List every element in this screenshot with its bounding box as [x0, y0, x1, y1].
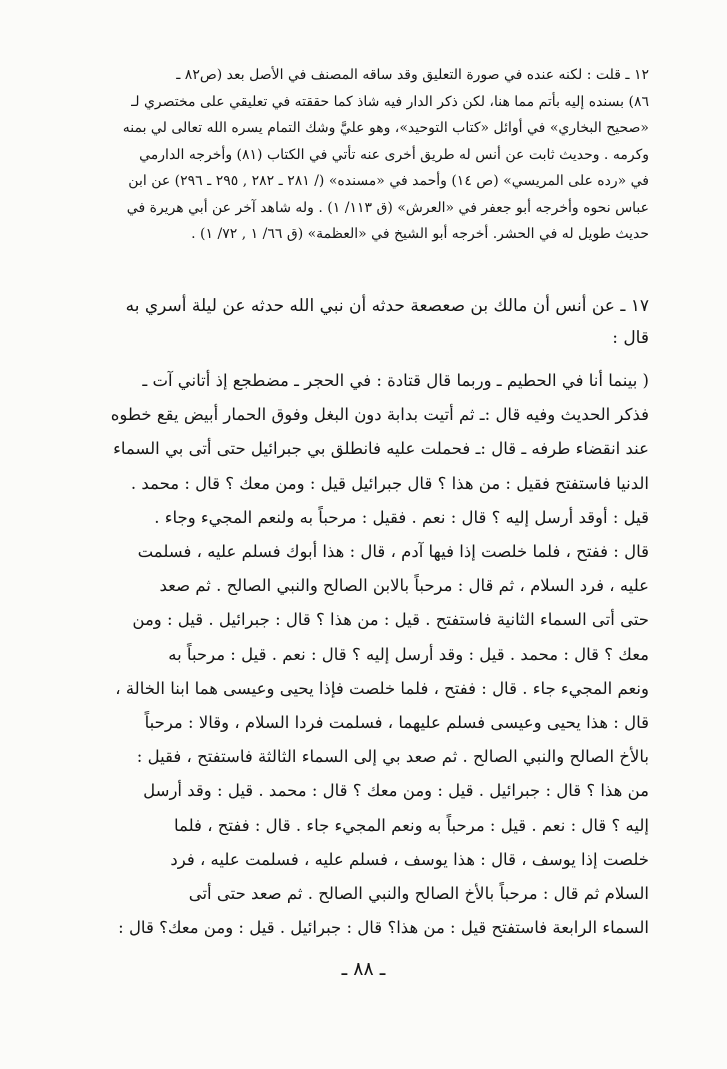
text-line: خلصت إذا يوسف ، قال : هذا يوسف ، فسلم عليه ، فسلمت عليه ، فرد	[170, 849, 649, 869]
footnote-line: وكرمه . وحديث ثابت عن أنس له طريق أخرى عنه تأتي في الكتاب (٨١) وأخرجه الدارمي	[139, 146, 649, 163]
footnote-line: ١٢ ـ قلت : لكنه عنده في صورة التعليق وقد ساقه المصنف في الأصل بعد (ص٨٢ ـ	[176, 67, 649, 83]
heading-line: ١٧ ـ عن أنس أن مالك بن صعصعة حدثه أن نبي الله حدثه عن ليلة أسري به	[125, 296, 649, 316]
text-line: حتى أتى السماء الثانية فاستفتح . قيل : من هذا ؟ قال : جبرائيل . قيل : ومن	[132, 610, 649, 630]
text-line: قيل : أوقد أرسل إليه ؟ قال : نعم . فقيل : مرحباً به ولنعم المجيء وجاء .	[154, 507, 649, 527]
heading-line: قال :	[612, 328, 649, 348]
footnote-line: حديث طويل له في الحشر. أخرجه أبو الشيخ في «العظمة» (ق ٦٦/ ١ , ٧٢/ ١) .	[191, 226, 649, 242]
text-line: السماء الرابعة فاستفتح قيل : من هذا؟ قال : جبرائيل . قيل : ومن معك؟ قال :	[118, 918, 649, 938]
footnote-block	[78, 62, 649, 248]
page-number: ـ ٨٨ ـ	[341, 958, 386, 980]
hadith-heading	[78, 290, 649, 354]
text-line: فذكر الحديث وفيه قال :ـ ثم أتيت بدابة دون البغل وفوق الحمار أبيض يقع خطوه	[110, 405, 649, 425]
text-line: قال : ففتح ، فلما خلصت إذا فيها آدم ، قال : هذا أبوك فسلم عليه ، فسلمت	[137, 542, 649, 562]
footnote-line: عباس نحوه وأخرجه أبو جعفر في «العرش» (ق ١١٣/ ١) . وله شاهد آخر عن أبي هريرة في	[126, 199, 649, 216]
text-line: إليه ؟ قال : نعم . قيل : مرحباً به ونعم المجيء جاء . قال : ففتح ، فلما	[174, 815, 649, 835]
text-line: السلام ثم قال : مرحباً بالأخ الصالح والنبي الصالح . ثم صعد حتى أتى	[188, 884, 649, 904]
hadith-body	[78, 364, 649, 945]
text-line: بالأخ الصالح والنبي الصالح . ثم صعد بي إلى السماء الثالثة فاستفتح ، فقيل :	[136, 747, 649, 767]
text-line: معك ؟ قال : محمد . قيل : وقد أرسل إليه ؟ قال : نعم . قيل : مرحباً به	[168, 644, 649, 664]
footnote-line: ٨٦) بسنده إليه بأتم مما هنا، لكن ذكر الدار فيه شاذ كما حققته في تعليقي على مختصري لـ	[131, 93, 649, 110]
text-line: ونعم المجيء جاء . قال : ففتح ، فلما خلصت فإذا يحيى وعيسى هما ابنا الخالة ،	[115, 678, 649, 698]
footnote-line: «صحيح البخاري» في أوائل «كتاب التوحيد»، وهو عليَّ وشك التمام يسره الله تعالى لي بمنه	[122, 120, 649, 136]
footnote-line: في «رده على المريسي» (ص ١٤) وأحمد في «مسنده» (/ ٢٨١ ـ ٢٨٢ , ٢٩٥ ـ ٢٩٦) عن ابن	[128, 173, 649, 189]
text-line: قال : هذا يحيى وعيسى فسلم عليهما ، فسلمت فردا السلام ، وقالا : مرحباً	[144, 713, 649, 733]
text-line: من هذا ؟ قال : جبرائيل . قيل : ومن معك ؟ قال : محمد . قيل : وقد أرسل	[143, 781, 649, 801]
text-line: الدنيا فاستفتح فقيل : من هذا ؟ قال جبرائيل قيل : ومن معك ؟ قال : محمد .	[130, 473, 649, 493]
text-line: ( بينما أنا في الحطيم ـ وربما قال قتادة : في الحجر ـ مضطجع إذ أتاني آت ـ	[142, 371, 649, 390]
text-line: عليه ، فرد السلام ، ثم قال : مرحباً بالابن الصالح والنبي الصالح . ثم صعد	[159, 576, 649, 596]
text-line: عند انقضاء طرفه ـ قال :ـ فحملت عليه فانطلق بي جبرائيل حتى أتى بي السماء	[113, 439, 649, 459]
